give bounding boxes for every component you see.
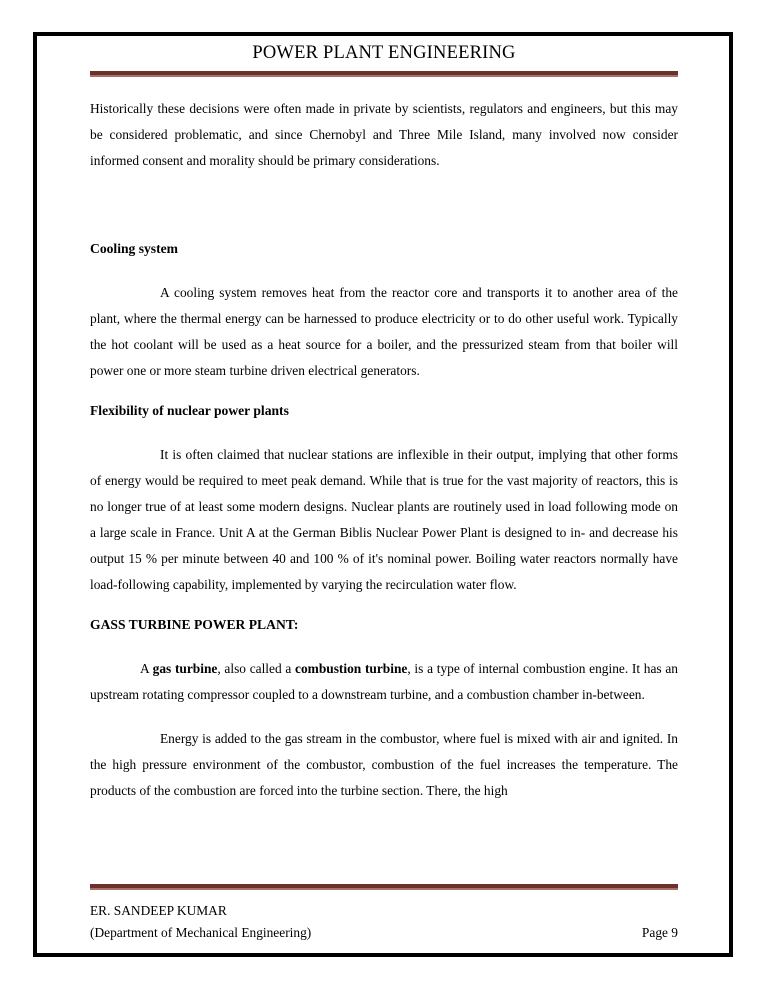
paragraph-intro: Historically these decisions were often made in private by scientists, regulators and engineers, but this may be considered problematic, and since Chernobyl and Three Mile Island, many involved now consider informed consent and morality should be primary considerations. xyxy=(90,101,678,168)
paragraph-gas-turbine-definition xyxy=(90,656,678,708)
spacer xyxy=(90,708,678,726)
text-segment: , also called a xyxy=(217,661,296,676)
spacer xyxy=(90,598,678,612)
page-footer xyxy=(90,884,678,944)
text-segment: A xyxy=(140,661,153,676)
term-combustion-turbine: combustion turbine xyxy=(295,661,408,676)
header-divider-rule xyxy=(90,71,678,78)
spacer xyxy=(90,174,678,236)
heading-flexibility: Flexibility of nuclear power plants xyxy=(90,403,289,418)
heading-cooling-system: Cooling system xyxy=(90,241,178,256)
heading-gas-turbine-power-plant: GASS TURBINE POWER PLANT: xyxy=(90,617,299,632)
footer-page-number: Page 9 xyxy=(641,925,678,940)
spacer xyxy=(90,262,678,280)
page-content xyxy=(90,40,678,804)
spacer xyxy=(90,384,678,398)
paragraph-flexibility: It is often claimed that nuclear stations are inflexible in their output, implying that other forms of energy would be required to meet peak demand. While that is true for the vast majority of reactors, this is no longer true of at least some modern designs. Nuclear plants are routinely used in load following mode on a large scale in France. Unit A at the German Biblis Nuclear Power Plant is designed to in- and decrease his output 15 % per minute between 40 and 100 % of it's nominal power. Boiling water reactors normally have load-following capability, implemented by varying the recirculation water flow. xyxy=(90,447,678,592)
spacer xyxy=(90,424,678,442)
footer-bottom-row xyxy=(90,922,678,944)
spacer xyxy=(90,638,678,656)
footer-department: (Department of Mechanical Engineering) xyxy=(90,925,312,940)
paragraph-cooling-system: A cooling system removes heat from the reactor core and transports it to another area of the plant, where the thermal energy can be harnessed to produce electricity or to do other useful work. Typically the hot coolant will be used as a heat source for a boiler, and the pressurized steam from that boiler will power one or more steam turbine driven electrical generators. xyxy=(90,285,678,378)
paragraph-gas-turbine-energy: Energy is added to the gas stream in the combustor, where fuel is mixed with air and ignited. In the high pressure environment of the combustor, combustion of the fuel increases the temperature. The products of the combustion are forced into the turbine section. There, the high xyxy=(90,731,678,798)
term-gas-turbine: gas turbine xyxy=(152,661,218,676)
footer-divider-rule xyxy=(90,884,678,891)
text-segment: , is a type of internal combustion engine. It has an upstream rotating compressor coupled to a downstream turbine, and a combustion chamber in-between. xyxy=(90,661,678,702)
footer-author-name: ER. SANDEEP KUMAR xyxy=(90,903,227,918)
page-header-title: POWER PLANT ENGINEERING xyxy=(252,43,516,63)
